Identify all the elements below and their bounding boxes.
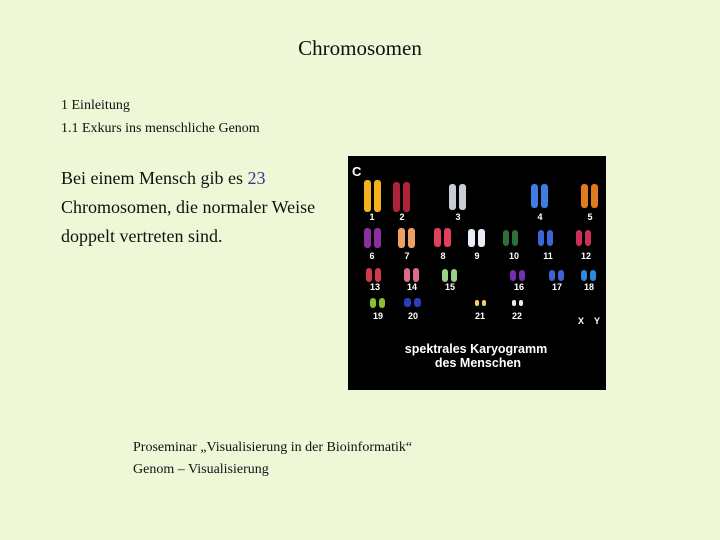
outline-item-2: 1.1 Exkurs ins menschliche Genom	[61, 121, 260, 136]
label-7: 7	[404, 251, 410, 261]
outline-item-1: 1 Einleitung	[61, 98, 130, 113]
body-text	[61, 164, 341, 251]
label-22: 22	[511, 311, 523, 321]
chromosome-row-1	[364, 180, 598, 212]
chromosome-row-4	[370, 298, 523, 308]
label-10: 10	[508, 251, 520, 261]
footer	[133, 437, 412, 481]
chromosome-count: 23	[247, 168, 266, 188]
label-y: Y	[593, 316, 601, 326]
slide-title: Chromosomen	[298, 36, 422, 60]
footer-line-2: Genom – Visualisierung	[133, 462, 269, 477]
label-2: 2	[399, 212, 405, 222]
body-text-start: Bei einem Mensch gib es	[61, 168, 248, 188]
footer-line-1: Proseminar „Visualisierung in der Bioinformatik“	[133, 440, 413, 455]
label-15: 15	[444, 282, 456, 292]
label-14: 14	[406, 282, 418, 292]
karyogram-image	[348, 156, 606, 390]
chromosome-row-3	[366, 268, 596, 282]
label-8: 8	[440, 251, 446, 261]
label-11: 11	[543, 251, 553, 261]
label-20: 20	[407, 311, 419, 321]
panel-label: C	[352, 164, 362, 179]
karyogram-caption-line-2: des Menschen	[434, 356, 522, 370]
label-4: 4	[537, 212, 543, 222]
label-17: 17	[551, 282, 563, 292]
label-13: 13	[369, 282, 381, 292]
label-6: 6	[369, 251, 375, 261]
outline	[61, 94, 260, 140]
label-16: 16	[513, 282, 525, 292]
label-5: 5	[587, 212, 593, 222]
label-1: 1	[369, 212, 375, 222]
chromosome-row-2	[364, 228, 591, 248]
body-text-end: Chromosomen, die normaler Weise doppelt vertreten sind.	[61, 197, 316, 246]
karyogram-caption-line-1: spektrales Karyogramm	[404, 342, 548, 356]
label-9: 9	[474, 251, 480, 261]
label-x: X	[577, 316, 585, 326]
label-21: 21	[474, 311, 486, 321]
label-18: 18	[583, 282, 595, 292]
label-12: 12	[580, 251, 592, 261]
label-3: 3	[455, 212, 461, 222]
label-19: 19	[372, 311, 384, 321]
